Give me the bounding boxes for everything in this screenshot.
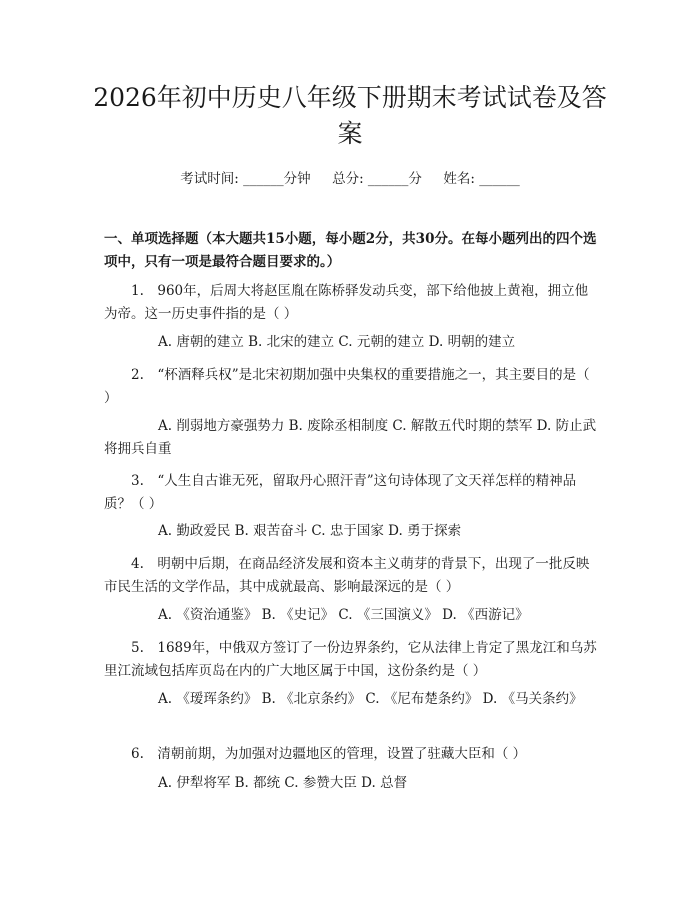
- question-3-options: A. 勤政爱民 B. 艰苦奋斗 C. 忠于国家 D. 勇于探索: [158, 523, 462, 539]
- exam-title: 2026年初中历史八年级下册期末考试试卷及答案: [93, 83, 607, 148]
- question-2-stem: 2. “杯酒释兵权”是北宋初期加强中央集权的重要措施之一，其主要目的是（ ）: [104, 367, 590, 406]
- section-heading: 一、单项选择题（本大题共15小题，每小题2分，共30分。在每小题列出的四个选项中，只有一项是最符合题目要求的。）: [104, 231, 597, 270]
- question-3-stem: 3. “人生自古谁无死，留取丹心照汗青”这句诗体现了文天祥怎样的精神品质？（ ）: [104, 473, 577, 512]
- question-6-stem: 6. 清朝前期，为加强对边疆地区的管理，设置了驻藏大臣和（ ）: [131, 746, 527, 762]
- question-1-stem: 1. 960年，后周大将赵匡胤在陈桥驿发动兵变，部下给他披上黄袍，拥立他为帝。这一历史事件指的是（ ）: [104, 283, 589, 322]
- question-2-options: A. 削弱地方豪强势力 B. 废除丞相制度 C. 解散五代时期的禁军 D. 防止武将拥兵自重: [104, 418, 597, 457]
- exam-meta-line: 考试时间: ______分钟 总分: ______分 姓名: ______: [180, 171, 520, 187]
- question-5-options: A. 《瑷珲条约》 B. 《北京条约》 C. 《尼布楚条约》 D. 《马关条约》: [158, 691, 583, 707]
- question-4-options: A. 《资治通鉴》 B. 《史记》 C. 《三国演义》 D. 《西游记》: [158, 607, 529, 623]
- question-5-stem: 5. 1689年，中俄双方签订了一份边界条约，它从法律上肯定了黑龙江和乌苏里江流域包括库页岛在内的广大地区属于中国，这份条约是（ ）: [104, 640, 597, 679]
- question-6-options: A. 伊犁将军 B. 都统 C. 参赞大臣 D. 总督: [158, 775, 408, 791]
- question-4-stem: 4. 明朝中后期，在商品经济发展和资本主义萌芽的背景下，出现了一批反映市民生活的文学作品，其中成就最高、影响最深远的是（ ）: [104, 556, 590, 595]
- question-1-options: A. 唐朝的建立 B. 北宋的建立 C. 元朝的建立 D. 明朝的建立: [158, 334, 516, 350]
